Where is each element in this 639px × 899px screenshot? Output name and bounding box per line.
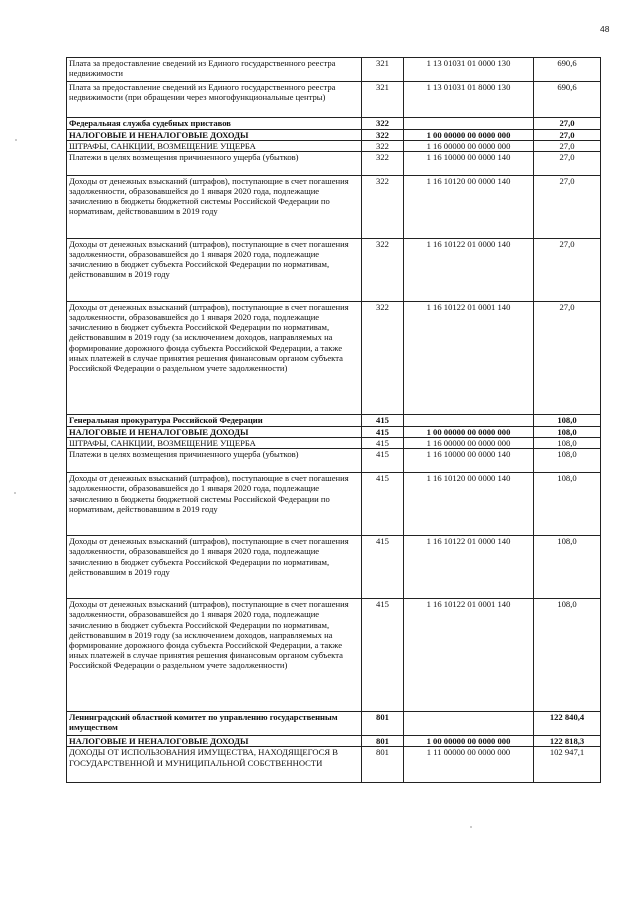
row-sum-cell: 690,6 xyxy=(534,82,601,118)
row-kbk-cell: 1 16 10000 00 0000 140 xyxy=(404,152,534,176)
row-admin-code-cell: 415 xyxy=(362,473,404,536)
scan-speck xyxy=(15,139,17,141)
row-sum-cell: 27,0 xyxy=(534,302,601,415)
table-row xyxy=(67,141,601,152)
row-name-cell: Генеральная прокуратура Российской Федерации xyxy=(67,415,362,427)
row-admin-code-cell: 321 xyxy=(362,82,404,118)
row-admin-code-cell: 415 xyxy=(362,427,404,438)
row-admin-code-cell: 415 xyxy=(362,599,404,712)
row-sum-cell: 108,0 xyxy=(534,449,601,473)
row-sum-cell: 108,0 xyxy=(534,415,601,427)
row-kbk-cell xyxy=(404,712,534,736)
row-name-cell: Платежи в целях возмещения причиненного ущерба (убытков) xyxy=(67,152,362,176)
table-row xyxy=(67,473,601,536)
row-admin-code-cell: 801 xyxy=(362,712,404,736)
table-row xyxy=(67,747,601,783)
row-sum-cell: 122 840,4 xyxy=(534,712,601,736)
row-name-cell: Доходы от денежных взысканий (штрафов), поступающие в счет погашения задолженности, образовавшейся до 1 января 2020 года, подлежащие зачислению в бюджет субъекта Российской Федерации по нормативам, действовавшим в 2019 году (за исключением доходов, направляемых на формирование дорожного фонда субъекта Российской Федерации, а также иных платежей в случае принятия решения финансовым органом субъекта Российской Федерации о раздельном учете задолженности) xyxy=(67,302,362,415)
scan-speck xyxy=(470,826,472,828)
revenue-table-body xyxy=(67,58,601,783)
revenue-table xyxy=(66,57,601,783)
table-row xyxy=(67,302,601,415)
row-admin-code-cell: 322 xyxy=(362,302,404,415)
row-name-cell: Доходы от денежных взысканий (штрафов), поступающие в счет погашения задолженности, образовавшейся до 1 января 2020 года, подлежащие зачислению в бюджеты бюджетной системы Российской Федерации по нормативам, действовавшим в 2019 году xyxy=(67,176,362,239)
table-row xyxy=(67,427,601,438)
row-admin-code-cell: 415 xyxy=(362,449,404,473)
row-name-cell: НАЛОГОВЫЕ И НЕНАЛОГОВЫЕ ДОХОДЫ xyxy=(67,130,362,141)
row-name-cell: ШТРАФЫ, САНКЦИИ, ВОЗМЕЩЕНИЕ УЩЕРБА xyxy=(67,141,362,152)
row-name-cell: Плата за предоставление сведений из Единого государственного реестра недвижимости (при обращении через многофункциональные центры) xyxy=(67,82,362,118)
table-row xyxy=(67,58,601,82)
table-row xyxy=(67,118,601,130)
table-row xyxy=(67,415,601,427)
row-sum-cell: 27,0 xyxy=(534,239,601,302)
row-name-cell: Ленинградский областной комитет по управлению государственным имуществом xyxy=(67,712,362,736)
row-name-cell: Плата за предоставление сведений из Единого государственного реестра недвижимости xyxy=(67,58,362,82)
row-sum-cell: 27,0 xyxy=(534,141,601,152)
row-admin-code-cell: 322 xyxy=(362,152,404,176)
row-sum-cell: 690,6 xyxy=(534,58,601,82)
row-kbk-cell: 1 00 00000 00 0000 000 xyxy=(404,130,534,141)
row-kbk-cell: 1 16 10120 00 0000 140 xyxy=(404,473,534,536)
row-admin-code-cell: 415 xyxy=(362,415,404,427)
table-row xyxy=(67,176,601,239)
row-admin-code-cell: 321 xyxy=(362,58,404,82)
row-name-cell: Доходы от денежных взысканий (штрафов), поступающие в счет погашения задолженности, образовавшейся до 1 января 2020 года, подлежащие зачислению в бюджет субъекта Российской Федерации по нормативам, действовавшим в 2019 году xyxy=(67,536,362,599)
table-row xyxy=(67,599,601,712)
row-kbk-cell: 1 16 10120 00 0000 140 xyxy=(404,176,534,239)
row-kbk-cell: 1 16 10122 01 0001 140 xyxy=(404,302,534,415)
row-sum-cell: 27,0 xyxy=(534,118,601,130)
row-kbk-cell: 1 11 00000 00 0000 000 xyxy=(404,747,534,783)
row-name-cell: Платежи в целях возмещения причиненного ущерба (убытков) xyxy=(67,449,362,473)
table-row xyxy=(67,152,601,176)
table-row xyxy=(67,712,601,736)
row-admin-code-cell: 415 xyxy=(362,536,404,599)
row-admin-code-cell: 322 xyxy=(362,118,404,130)
row-sum-cell: 102 947,1 xyxy=(534,747,601,783)
table-row xyxy=(67,130,601,141)
row-sum-cell: 122 818,3 xyxy=(534,736,601,747)
row-name-cell: ДОХОДЫ ОТ ИСПОЛЬЗОВАНИЯ ИМУЩЕСТВА, НАХОДЯЩЕГОСЯ В ГОСУДАРСТВЕННОЙ И МУНИЦИПАЛЬНОЙ СОБСТВЕННОСТИ xyxy=(67,747,362,783)
row-kbk-cell: 1 13 01031 01 0000 130 xyxy=(404,58,534,82)
scan-speck xyxy=(14,492,16,494)
table-row xyxy=(67,449,601,473)
row-sum-cell: 108,0 xyxy=(534,599,601,712)
row-kbk-cell: 1 16 10122 01 0001 140 xyxy=(404,599,534,712)
row-name-cell: НАЛОГОВЫЕ И НЕНАЛОГОВЫЕ ДОХОДЫ xyxy=(67,736,362,747)
row-name-cell: Доходы от денежных взысканий (штрафов), поступающие в счет погашения задолженности, образовавшейся до 1 января 2020 года, подлежащие зачислению в бюджет субъекта Российской Федерации по нормативам, действовавшим в 2019 году xyxy=(67,239,362,302)
row-kbk-cell: 1 13 01031 01 8000 130 xyxy=(404,82,534,118)
page-number: 48 xyxy=(600,24,610,34)
table-row xyxy=(67,536,601,599)
table-row xyxy=(67,736,601,747)
row-sum-cell: 27,0 xyxy=(534,152,601,176)
row-kbk-cell: 1 00 00000 00 0000 000 xyxy=(404,427,534,438)
row-kbk-cell: 1 16 10122 01 0000 140 xyxy=(404,239,534,302)
row-kbk-cell: 1 16 10122 01 0000 140 xyxy=(404,536,534,599)
row-admin-code-cell: 801 xyxy=(362,747,404,783)
row-admin-code-cell: 322 xyxy=(362,141,404,152)
row-admin-code-cell: 322 xyxy=(362,239,404,302)
row-admin-code-cell: 801 xyxy=(362,736,404,747)
row-name-cell: ШТРАФЫ, САНКЦИИ, ВОЗМЕЩЕНИЕ УЩЕРБА xyxy=(67,438,362,449)
row-admin-code-cell: 322 xyxy=(362,176,404,239)
row-kbk-cell: 1 16 10000 00 0000 140 xyxy=(404,449,534,473)
row-kbk-cell: 1 16 00000 00 0000 000 xyxy=(404,141,534,152)
row-sum-cell: 27,0 xyxy=(534,130,601,141)
table-row xyxy=(67,438,601,449)
row-name-cell: Доходы от денежных взысканий (штрафов), поступающие в счет погашения задолженности, образовавшейся до 1 января 2020 года, подлежащие зачислению в бюджеты бюджетной системы Российской Федерации по нормативам, действовавшим в 2019 году xyxy=(67,473,362,536)
row-name-cell: НАЛОГОВЫЕ И НЕНАЛОГОВЫЕ ДОХОДЫ xyxy=(67,427,362,438)
row-admin-code-cell: 415 xyxy=(362,438,404,449)
row-admin-code-cell: 322 xyxy=(362,130,404,141)
row-sum-cell: 27,0 xyxy=(534,176,601,239)
row-name-cell: Доходы от денежных взысканий (штрафов), поступающие в счет погашения задолженности, образовавшейся до 1 января 2020 года, подлежащие зачислению в бюджет субъекта Российской Федерации по нормативам, действовавшим в 2019 году (за исключением доходов, направляемых на формирование дорожного фонда субъекта Российской Федерации, а также иных платежей в случае принятия решения финансовым органом субъекта Российской Федерации о раздельном учете задолженности) xyxy=(67,599,362,712)
row-sum-cell: 108,0 xyxy=(534,536,601,599)
row-kbk-cell: 1 16 00000 00 0000 000 xyxy=(404,438,534,449)
row-sum-cell: 108,0 xyxy=(534,473,601,536)
table-row xyxy=(67,82,601,118)
row-kbk-cell: 1 00 00000 00 0000 000 xyxy=(404,736,534,747)
row-kbk-cell xyxy=(404,415,534,427)
row-name-cell: Федеральная служба судебных приставов xyxy=(67,118,362,130)
row-sum-cell: 108,0 xyxy=(534,427,601,438)
row-kbk-cell xyxy=(404,118,534,130)
table-row xyxy=(67,239,601,302)
row-sum-cell: 108,0 xyxy=(534,438,601,449)
